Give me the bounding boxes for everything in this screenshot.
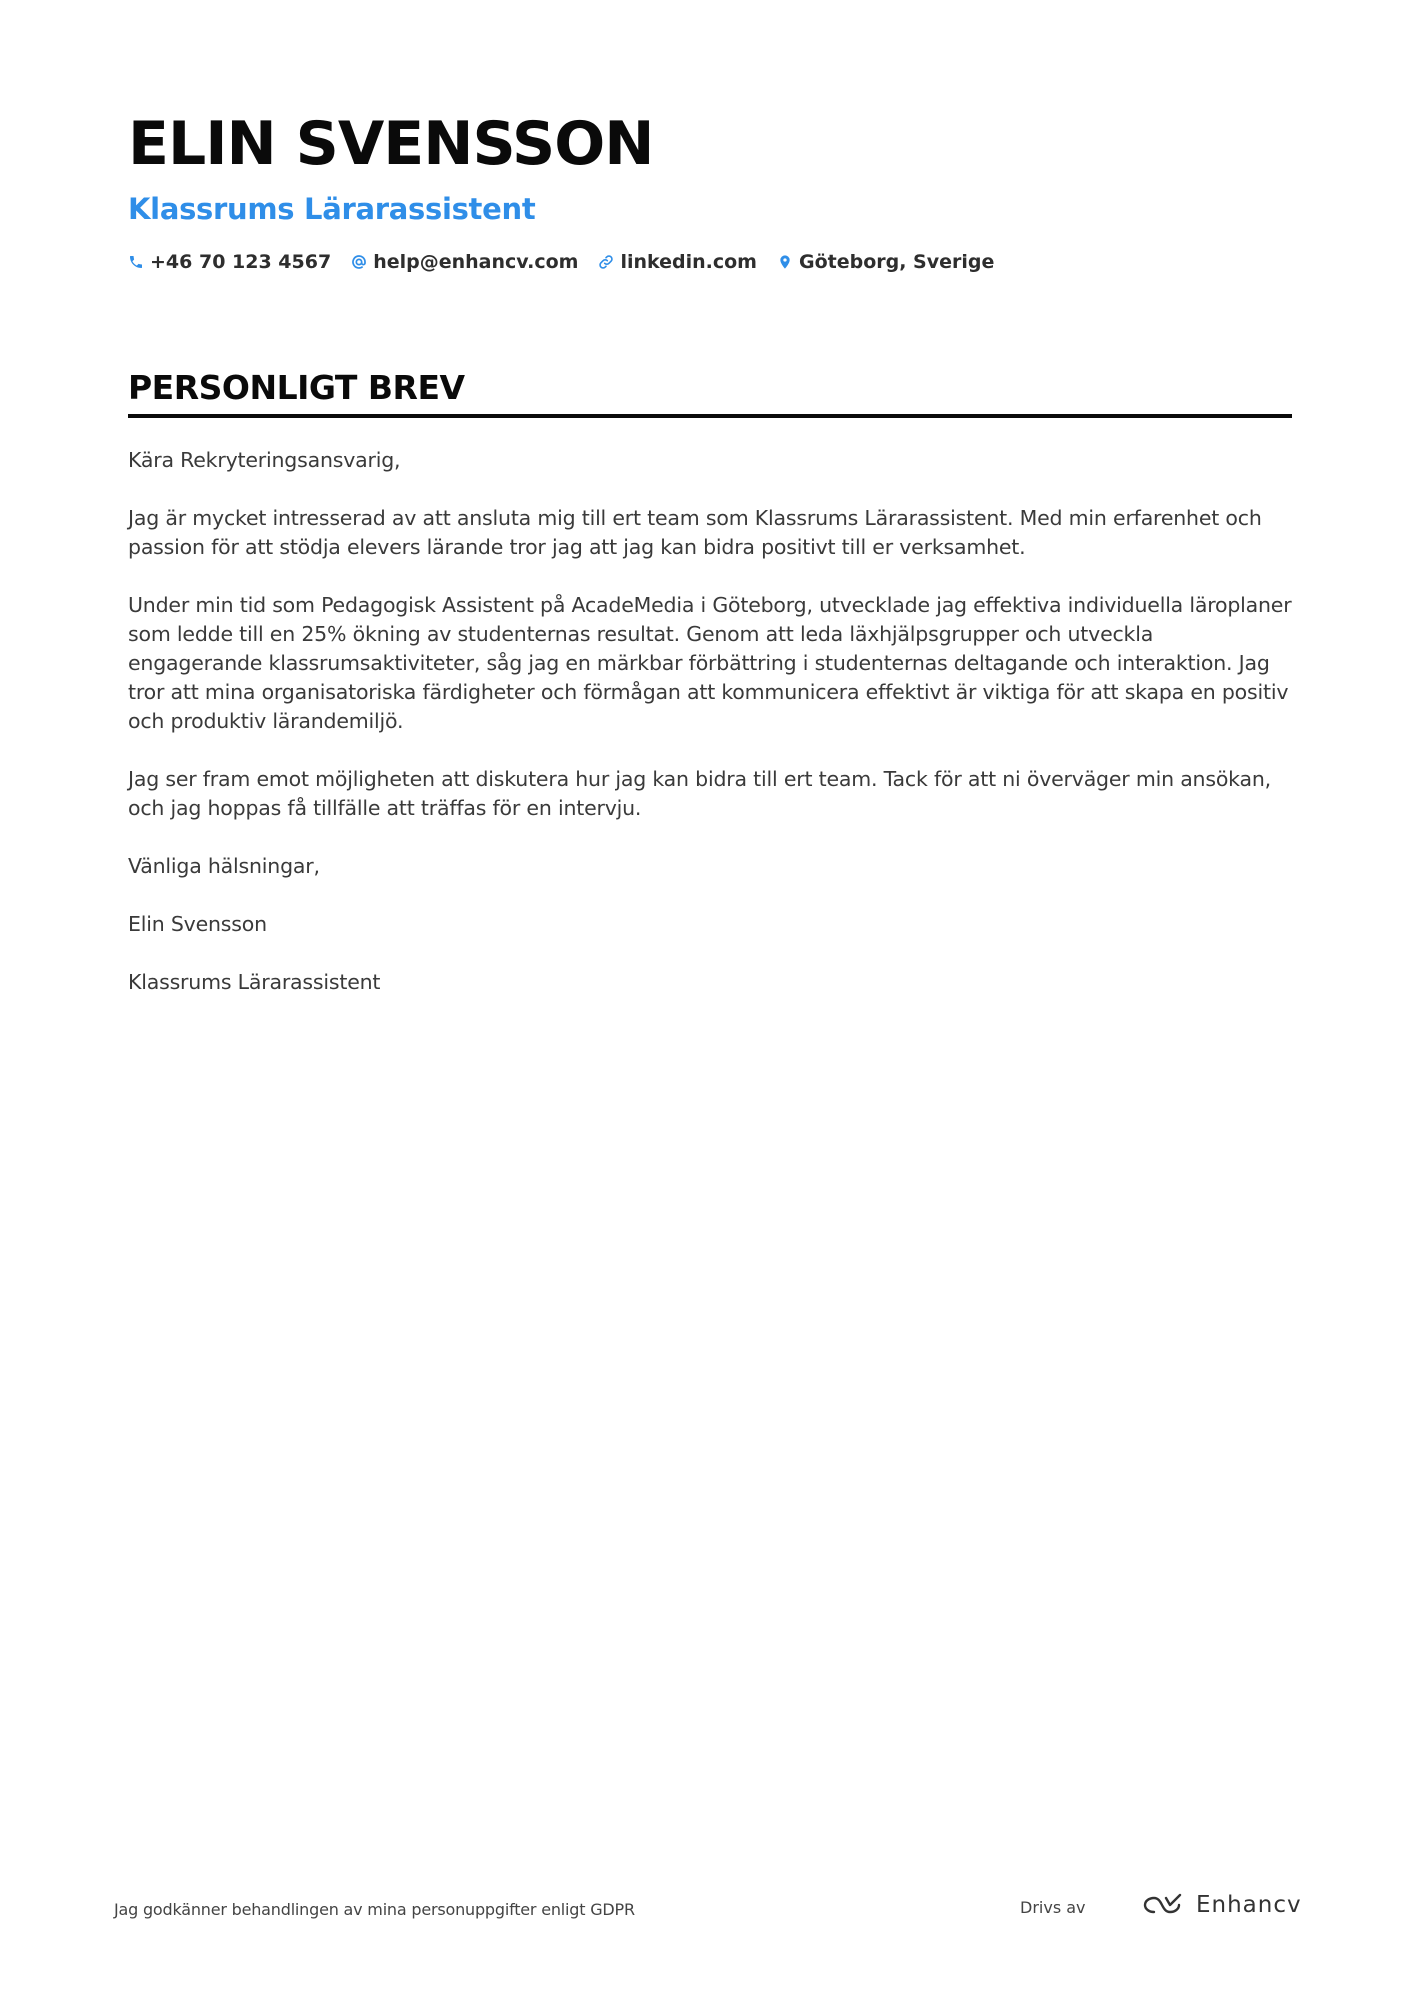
letter-paragraph: Jag är mycket intresserad av att ansluta mig till ert team som Klassrums Lärarassistent. Med min erfarenhet och passion för att stödja elevers lärande tror jag att jag kan bidra positivt till er verksamhet.	[128, 506, 1262, 559]
contact-email[interactable]	[351, 251, 578, 273]
location-text: Göteborg, Sverige	[798, 251, 995, 273]
brand-name: Enhancv	[1196, 1892, 1302, 1918]
phone-text: +46 70 123 4567	[150, 251, 332, 273]
at-icon	[351, 254, 367, 270]
letter-paragraph: Under min tid som Pedagogisk Assistent på AcadeMedia i Göteborg, utvecklade jag effektiva individuella läroplaner som ledde till en 25% ökning av studenternas resultat. Genom att leda läxhjälpsgrupper och utveckla engagerande klassrumsaktiviteter, såg jag en märkbar förbättring i studenternas deltagande och interaktion. Jag tror att mina organisatoriska färdigheter och förmågan att kommunicera effektivt är viktiga för att skapa en positiv och produktiv lärandemiljö.	[128, 593, 1292, 733]
section-divider	[128, 414, 1292, 418]
cover-letter-section	[128, 366, 1292, 1026]
contact-website[interactable]	[598, 251, 757, 273]
contact-bar	[128, 246, 1292, 278]
powered-by-label: Drivs av	[1020, 1898, 1086, 1917]
letter-greeting: Kära Rekryteringsansvarig,	[128, 448, 401, 472]
website-text: linkedin.com	[620, 251, 757, 273]
letter-closing: Vänliga hälsningar,	[128, 854, 320, 878]
signature-name: Elin Svensson	[128, 912, 267, 936]
brand-logo[interactable]	[1140, 1892, 1302, 1918]
contact-phone[interactable]	[128, 251, 331, 273]
gdpr-consent-text: Jag godkänner behandlingen av mina personuppgifter enligt GDPR	[114, 1900, 635, 1919]
signature-title: Klassrums Lärarassistent	[128, 970, 381, 994]
letter-paragraph: Jag ser fram emot möjligheten att diskutera hur jag kan bidra till ert team. Tack för att ni överväger min ansökan, och jag hoppas få tillfälle att träffas för en intervju.	[128, 767, 1271, 820]
enhancv-logo-icon	[1140, 1892, 1188, 1918]
contact-location	[777, 251, 994, 273]
section-title: PERSONLIGT BREV	[128, 368, 465, 407]
candidate-name: ELIN SVENSSON	[128, 109, 654, 179]
location-pin-icon	[777, 254, 793, 270]
header	[128, 108, 1292, 278]
footer	[114, 1890, 1302, 1930]
link-icon	[598, 254, 614, 270]
candidate-role: Klassrums Lärarassistent	[128, 192, 536, 226]
email-text: help@enhancv.com	[373, 251, 579, 273]
letter-body	[128, 446, 1292, 997]
phone-icon	[128, 254, 144, 270]
